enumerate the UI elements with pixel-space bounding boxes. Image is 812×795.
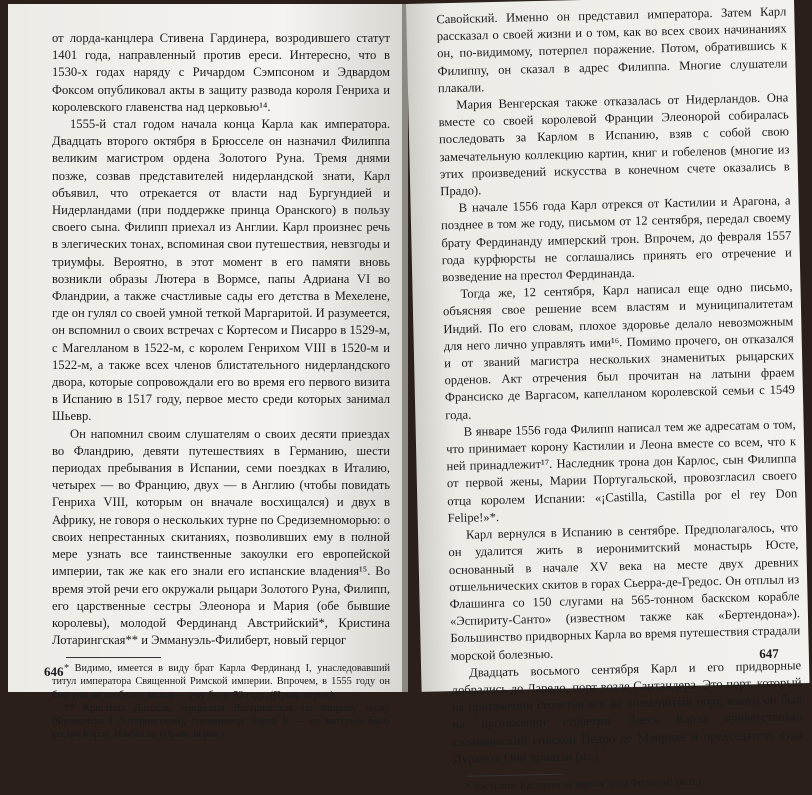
footnote: ** Кристина Датская, герцогиня Лотарингская по второму мужу (Франциска I Лотарингский), племянница Карла V — ее матерью была сестра Карла, Изабелла. (Прим. перев.) [52,702,390,740]
paragraph: В начале 1556 года Карл отрекся от Кастилии и Арагона, а позднее в том же году, письмом от 12 сентября, передал своему брату Фердинанду имперский трон. Впрочем, до февраля 1557 года курфюрсты не соглашались принять его отречение и возведение на престол Фердинанда. [440,193,792,285]
page-number-left: 646 [44,664,64,679]
paragraph: Мария Венгерская также отказалась от Нидерландов. Она вместе со своей королевой Франции Элеонорой собиралась последовать за Карлом в Испанию, взяв с собой свою замечательную коллекцию картин, книг и гобеленов (многие из этих произведений искусства в конечном счете оказались в Прадо). [438,90,790,199]
footnote: * Видимо, имеется в виду брат Карла Фердинанд I, унаследовавший титул императора Священной Римской империи. Впрочем, в 1555 году он был уже не особенно молод — ему было 52 года. (Прим. перев.) [52,663,390,701]
paragraph: 1555-й стал годом начала конца Карла как императора. Двадцать второго октября в Брюсселе он назначил Филиппа великим магистром ордена Золотого Руна. Тремя днями позже, созвав представителей нидерландской знати, Карл объявил, что отрекается от власти над Бургундией и Нидерландами (при поддержке принца Оранского) в пользу своего сына. Филипп приехал из Англии. Карл произнес речь в элегических тонах, вспоминая свои путешествия, невзгоды и триумфы. Вероятно, в этот момент в его памяти вновь возникли образы Лютера в Вормсе, папы Адриана VI во Фландрии, а также счастливые сады его детства в Мехелене, где он гулял со своей умной теткой Маргаритой. И разумеется, он вспомнил о своих встречах с Кортесом и Писарро в 1529-м, с Магелланом в 1522-м, с королем Генрихом VIII в 1520-м и 1522-м, а также всех членов блистательного нидерландского двора, которые сопровождали его во время его первого визита в Испанию в 1517 году, первое место среди которых занимал Шьевр. [52,117,390,424]
paragraph: Карл вернулся в Испанию в сентябре. Предполагалось, что он удалится жить в иеронимитский монастырь Юсте, основанный в начале XV века на месте двух древних отшельнических скитов в горах Сьерра-де-Гредос. Он отплыл из Флашинга со 150 слугами на 565-тонном баскском корабле «Эспириту-Санто» (известном также как «Бертендона»). Большинство придворных Карла во время путешествия страдали морской болезнью. [448,520,801,663]
paragraph: Двадцать восьмого сентября Карл и его придворные добрались до Ларедо, порт возле Сантандера. Это порт, который на протяжении столетия все же знаменитый порт, каким он был на протяжении столетия. Здесь Карла приветствовал саламанкский епископ Педро де Манрике и председатель суда Дуранго. Они пришли (ит.) [451,657,803,766]
left-page [8,4,404,740]
footnote-divider [468,774,563,777]
book-gutter [402,4,408,692]
paragraph: от лорда-канцлера Стивена Гардинера, возродившего статут 1401 года, направленный против ереси. Интересно, что в 1530-х годах наряду с Ричардом Сэмпсоном и Эдвардом Фоксом опубликовал акты в защиту развода короля Генриха и королевского главенства над церковью¹⁴. [52,31,390,114]
footnote: * Кастилия, Кастилия за короля дона Филиппа! (исп.) [465,776,702,793]
footnote-divider [66,657,161,658]
page-number-right: 647 [759,645,779,662]
paragraph: Он напомнил своим слушателям о своих десяти приездах во Фландрию, девяти путешествиях в Германию, шести периодах пребывания в Испании, семи поездках в Италию, четырех — во Францию, двух — в Англию (чтобы повидать Генриха VIII, которым он вначале восхищался) и двух в Африку, не говоря о нескольких турне по Средиземноморью: о своих непрестанных скитаниях, позволивших ему в полной мере узнать все таинственные закоулки его европейской империи, так же как его знали его испанские владения¹⁵. Во время этой речи его окружали рыцари Золотого Руна, Филипп, его царственные сестры Элеонора и Мария (обе бывшие королевы), молодой Фердинанд Австрийский*, Кристина Лотарингская** и Эммануэль-Филиберт, новый герцог [52,426,390,648]
book-spread [8,4,803,793]
paragraph: В январе 1556 года Филипп написал тем же адресатам о том, что принимает корону Кастилии и Леона вместе со всем, что к ней принадлежит¹⁷. Наследник трона дон Карлос, сын Филиппа от первой жены, Марии Португальской, провозгласил своего отца королем Испании: «¡Castilla, Castilla por el rey Don Felipe!»*. [445,417,798,526]
right-page [406,0,810,793]
paragraph: Савойский. Именно он представил императора. Затем Карл рассказал о своей жизни и о том, как во всех своих начинаниях он, по-видимому, потерпел поражение. Потом, обратившись к Филиппу, он сказал в адрес Филиппа. Многие слушатели плакали. [436,4,788,96]
paragraph: Тогда же, 12 сентября, Карл написал еще одно письмо, объясняя свое решение всем властям и муниципалитетам Индий. По его словам, плохое здоровье делало невозможным для него лично управлять ими¹⁶. Помимо прочего, он отказался и от званий магистра нескольких знаменитых рыцарских орденов. Акт отречения был прочитан на латыни фраем Франсиско де Варгасом, капелланом королевской семьи с 1549 года. [442,279,796,422]
